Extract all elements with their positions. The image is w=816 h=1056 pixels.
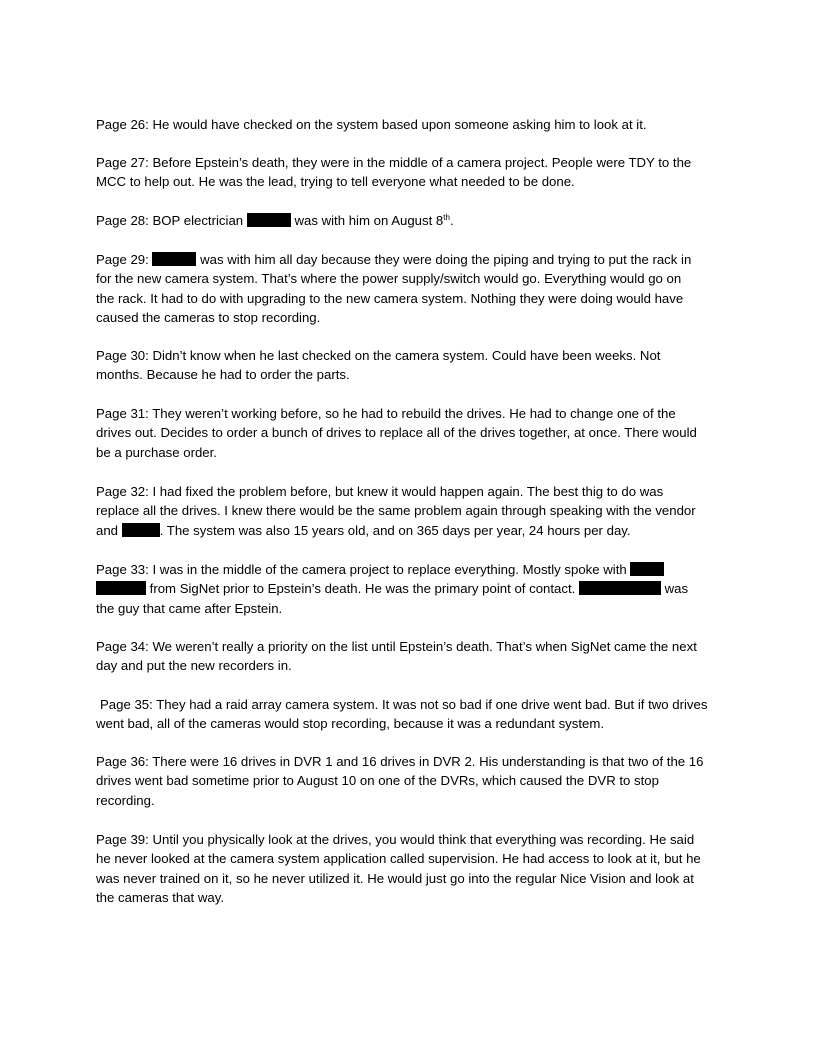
paragraph-text: replace all the drives. I knew there would be the same problem again through speaking with the vendor [96, 503, 696, 519]
paragraph-text: he never looked at the camera system application called supervision. He had access to look at it, but he [96, 851, 701, 867]
page-ref: Page 28: [96, 213, 149, 228]
paragraph-text: months. Because he had to order the parts. [96, 367, 350, 383]
page-ref: Page 34: [96, 639, 149, 654]
paragraph-text: drives out. Decides to order a bunch of drives to replace all of the drives together, at once. There would [96, 425, 697, 441]
paragraph-page-29 [96, 250, 724, 327]
ordinal-superscript: th [443, 213, 450, 222]
redaction-bar [579, 581, 661, 595]
paragraph-page-39 [96, 830, 724, 907]
paragraph-page-36 [96, 752, 724, 810]
paragraph-text: He would have checked on the system based upon someone asking him to look at it. [152, 117, 647, 132]
page-ref: Page 35: [100, 697, 153, 712]
paragraph-text: caused the cameras to stop recording. [96, 309, 321, 325]
paragraph-text: from SigNet prior to Epstein’s death. He was the primary point of contact. [149, 581, 576, 597]
paragraph-text: for the new camera system. That’s where the power supply/switch would go. Everything would go on [96, 271, 682, 287]
page-ref: Page 26: [96, 117, 149, 132]
paragraph-text: was never trained on it, so he never utilized it. He would just go into the regular Nice Vision and look at [96, 870, 694, 886]
redaction-bar [630, 562, 664, 576]
paragraph-page-30 [96, 346, 724, 385]
page-ref: Page 39: [96, 832, 149, 847]
paragraph-text: the rack. It had to do with upgrading to the new camera system. Nothing they were doing would have [96, 290, 684, 306]
paragraph-text: was [664, 581, 689, 597]
paragraph-text: They weren’t working before, so he had to rebuild the drives. He had to change one of the [152, 406, 676, 421]
paragraph-text: I had fixed the problem before, but knew it would happen again. The best thig to do was [152, 484, 664, 499]
paragraph-text: was with him on August 8 [294, 213, 444, 228]
paragraph-text: Until you physically look at the drives, you would think that everything was recording. He said [152, 832, 695, 847]
paragraph-page-28 [96, 211, 724, 230]
redaction-bar [96, 581, 146, 595]
paragraph-page-34 [96, 637, 724, 676]
redaction-bar [122, 523, 160, 537]
paragraph-text: the cameras that way. [96, 889, 225, 905]
page-ref: Page 27: [96, 155, 149, 170]
page-ref: Page 33: [96, 562, 149, 577]
paragraph-text: I was in the middle of the camera project to replace everything. Mostly spoke with [152, 562, 627, 577]
paragraph-text: We weren’t really a priority on the list until Epstein’s death. That’s when SigNet came the next [152, 639, 697, 654]
paragraph-text: day and put the new recorders in. [96, 658, 292, 674]
paragraph-text: be a purchase order. [96, 444, 217, 460]
paragraph-page-31 [96, 404, 724, 462]
page-ref: Page 30: [96, 348, 149, 363]
paragraph-page-33 [96, 560, 724, 618]
paragraph-text: drives went bad sometime prior to August 10 on one of the DVRs, which caused the DVR to stop [96, 773, 659, 789]
paragraph-text: . [449, 213, 454, 228]
paragraph-text: went bad, all of the cameras would stop recording, because it was a redundant system. [96, 716, 604, 732]
page-ref: Page 31: [96, 406, 149, 421]
redaction-bar [247, 213, 291, 227]
page-ref: Page 36: [96, 754, 149, 769]
page-ref: Page 32: [96, 484, 149, 499]
paragraph-text: MCC to help out. He was the lead, trying to tell everyone what needed to be done. [96, 174, 575, 190]
paragraph-page-32 [96, 482, 724, 540]
paragraph-page-26 [96, 115, 724, 134]
page-ref: Page 29: [96, 252, 149, 267]
paragraph-text: the guy that came after Epstein. [96, 600, 283, 616]
paragraph-text: and [96, 522, 119, 538]
paragraph-text: Didn’t know when he last checked on the camera system. Could have been weeks. Not [152, 348, 661, 363]
paragraph-text: Before Epstein’s death, they were in the middle of a camera project. People were TDY to the [152, 155, 692, 170]
paragraph-text: There were 16 drives in DVR 1 and 16 drives in DVR 2. His understanding is that two of the 16 [152, 754, 704, 769]
redaction-bar [152, 252, 196, 266]
paragraph-text: was with him all day because they were doing the piping and trying to put the rack in [200, 252, 692, 267]
paragraph-page-35 [96, 695, 724, 734]
paragraph-text: . The system was also 15 years old, and on 365 days per year, 24 hours per day. [159, 522, 631, 538]
paragraph-page-27 [96, 153, 724, 192]
paragraph-text: They had a raid array camera system. It was not so bad if one drive went bad. But if two drives [156, 697, 708, 712]
paragraph-text: recording. [96, 792, 155, 808]
paragraph-text: BOP electrician [152, 213, 244, 228]
